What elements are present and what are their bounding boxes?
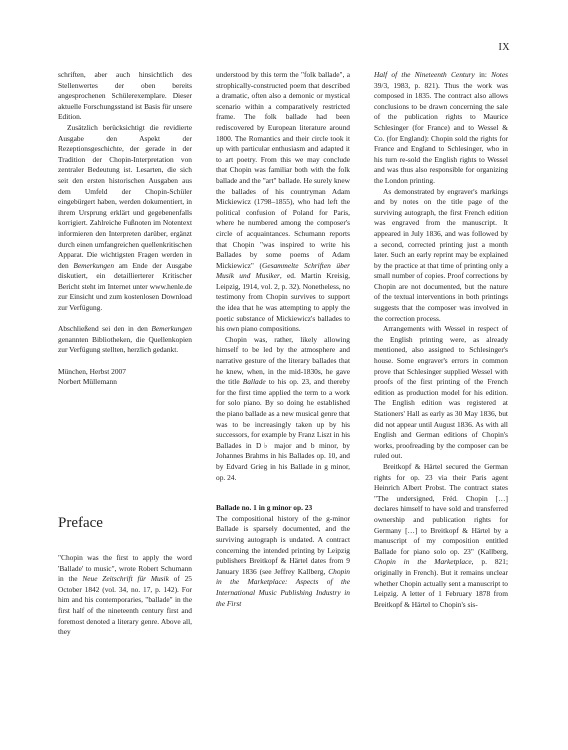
paragraph: Half of the Nineteenth Century in: Notes 39/3, 1983, p. 821). Thus the work was composed in 1835. The contract also allows conclusions to be drawn concerning the sale of the publication rights to Maurice Schlesinger (for France) and to Wessel & Co. (for England): Chopin sold the rights for France and England to Schlesinger, who in his turn re-sold the English rights to Wessel and was thus also responsible for organizing the London printing.	[374, 70, 508, 185]
paragraph: The compositional history of the g-minor Ballade is sparsely documented, and the surviving autograph is undated. A contract concerning the intended printing by Leipzig publishers Breitkopf & Härtel dates from 9 January 1836 (see Jeffrey Kallberg, Chopin in the Marketplace: Aspects of the International Music Publishing Industry in the First	[216, 513, 350, 608]
paragraph: Arrangements with Wessel in respect of the English printing were, as already mentioned, also assigned to Schlesinger's house. Some engraver's errors in common prove that Schlesinger supplied Wessel with proofs of the first printing of the French edition as production model for his edition. The English edition was registered at Stationers' Hall as early as 30 May 1836, but did not appear until August 1836. As with all English and German editions of Chopin's works, proofreading by the composer can be ruled out.	[374, 324, 508, 461]
page-number: IX	[498, 42, 510, 53]
section-heading-preface: Preface	[58, 515, 103, 531]
column-3	[374, 70, 508, 610]
paragraph: Abschließend sei den in den Bemerkungen genannten Bibliotheken, die Quellenkopien zur Verfügung stellten, herzlich gedankt.	[58, 324, 192, 355]
column-1-german	[58, 70, 192, 388]
paragraph: Breitkopf & Härtel secured the German rights for op. 23 via their Paris agent Heinrich Albert Probst. The contract states "The undersigned, Fréd. Chopin […] declares himself to have sold and transferred ownership and publication rights for Germany […] to Breitkopf & Härtel by a manuscript of my composition entitled Ballade for piano solo op. 23" (Kallberg, Chopin in the Marketplace, p. 821; originally in French). But it remains unclear whether Chopin actually sent a manuscript to Leipzig. A letter of 1 February 1878 from Breitkopf & Härtel to Chopin's sis-	[374, 461, 508, 609]
paragraph: As demonstrated by engraver's markings and by notes on the title page of the surviving autograph, the first French edition was engraved from the manuscript. It appeared in July 1836, and was followed by a second, corrected printing just a month later. Such an early reprint may be explained by the practice at that time of printing only a small number of copies. Proof corrections by Chopin are not documented, but the nature of the textual interventions in both printings suggests that the composer was involved in the correction process.	[374, 186, 508, 323]
column-1-english-start	[58, 553, 192, 638]
signature-author: Norbert Müllemann	[58, 377, 117, 387]
paragraph: "Chopin was the first to apply the word 'Ballade' to music", wrote Robert Schumann in the Neue Zeitschrift für Musik of 25 October 1842 (vol. 34, no. 17, p. 142). For him and his contemporaries, "ballade" in the first half of the nineteenth century first and foremost denoted a literary genre. Above all, they	[58, 553, 192, 637]
paragraph: Zusätzlich berücksichtigt die revidierte Ausgabe den Aspekt der Rezeptionsgeschichte, der gerade in der Tradition der Chopin-Interpretation von zentraler Bedeutung ist. Lesarten, die sich seit den ersten historischen Ausgaben aus dem Umfeld der Chopin-Schüler eingebürgert haben, werden dokumentiert, in ihrem Ursprung erklärt und gegebenenfalls korrigiert. Zahlreiche Fußnoten im Notentext informieren den Interpreten darüber, ergänzt durch einen umfangreichen quellenkritischen Apparat. Die wichtigsten Fragen werden in den Bemerkungen am Ende der Ausgabe diskutiert, ein detaillierterer Kritischer Bericht steht im Internet unter www.henle.de zur Einsicht und zum kostenlosen Download zur Verfügung.	[58, 122, 192, 313]
paragraph: Chopin was, rather, likely allowing himself to be led by the atmosphere and narrative gesture of the literary ballades that he knew, when, in the mid-1830s, he gave the title Ballade to his op. 23, and thereby for the first time applied the term to a work for solo piano. By so doing he established the piano ballade as a new musical genre that was to be increasingly taken up by his successors, for example by Franz Liszt in his Ballades in D♭ major and b minor, by Johannes Brahms in his Ballades op. 10, and by Edvard Grieg in his Ballade in g minor, op. 24.	[216, 334, 350, 482]
paragraph: understood by this term the "folk ballade", a strophically-constructed poem that described a dramatic, often also a demonic or mystical scenario within a comparatively restricted frame. The folk ballade had been rediscovered by European literature around 1800. The Romantics and their circle took it up with particular enthusiasm and adapted it to art poetry. From this we may conclude that Chopin was familiar both with the folk ballade and the "art" ballade. He surely knew the ballades of his countryman Adam Mickiewicz (1798–1855), who had left the political confusion of Poland for Paris, where he numbered among the composer's circle of acquaintances. Schumann reports that Chopin "was inspired to write his Ballades by some poems of Adam Mickiewicz" (Gesammelte Schriften über Musik und Musiker, ed. Martin Kreisig, Leipzig, 1914, vol. 2, p. 32). Nonetheless, no testimony from Chopin survives to support the idea that he was attempting to apply the poetic substance of Mickiewicz's ballades to his own piano compositions.	[216, 70, 351, 334]
signature-place-date: München, Herbst 2007	[58, 366, 126, 376]
sub-heading-ballade-1: Ballade no. 1 in g minor op. 23	[216, 503, 313, 513]
column-2	[216, 70, 350, 609]
paragraph: schriften, aber auch hinsichtlich des Stellenwertes der oben bereits angesprochenen Schülerexemplare. Dieser aktuelle Forschungsstand ist Basis für unsere Edition.	[58, 70, 192, 122]
